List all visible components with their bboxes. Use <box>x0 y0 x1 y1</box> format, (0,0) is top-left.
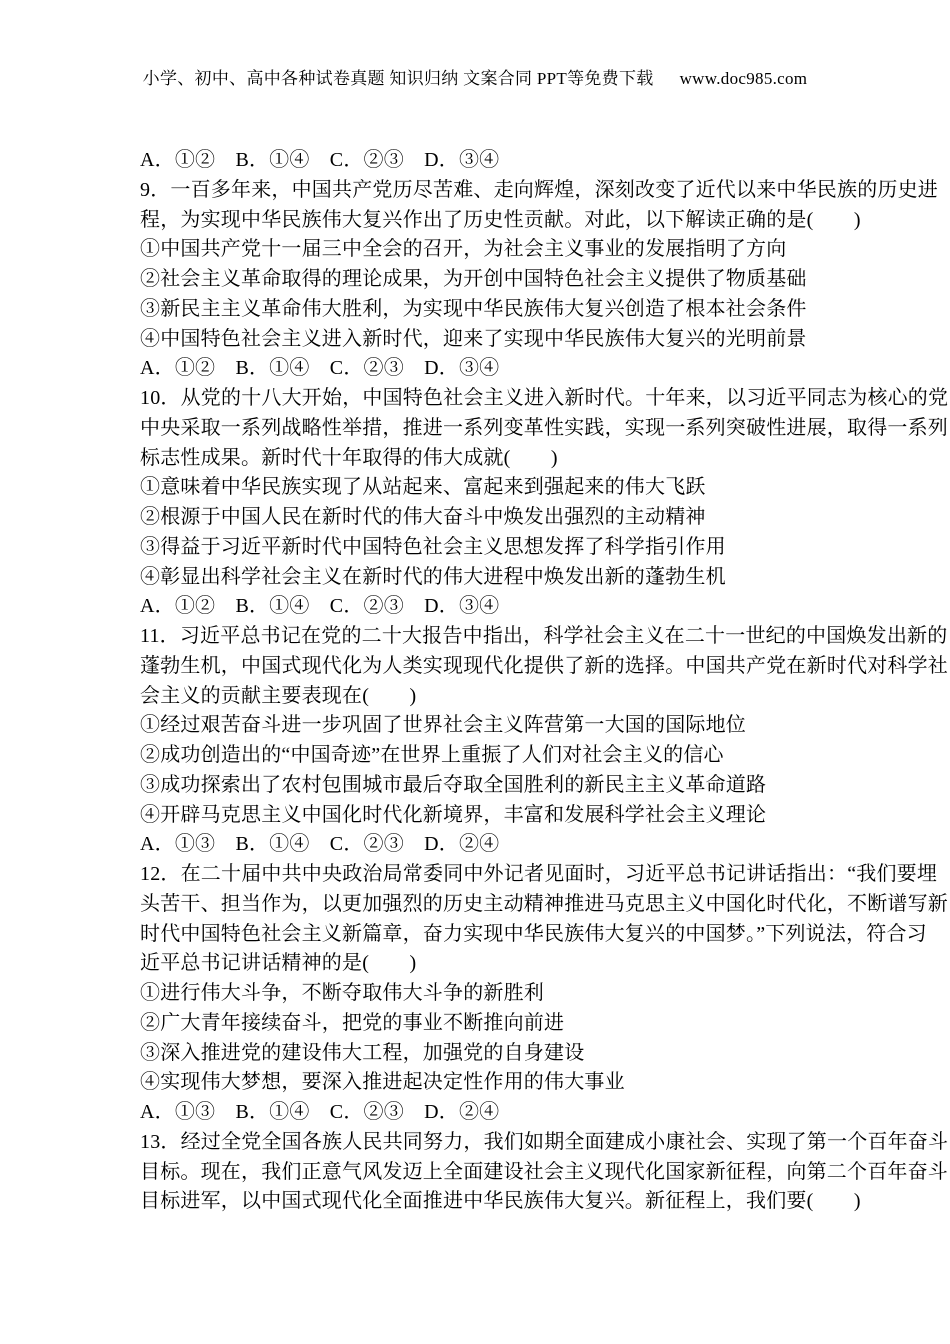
q11-stem-line-3: 会主义的贡献主要表现在( ) <box>140 684 417 707</box>
q11-statement-3: ③成功探索出了农村包围城市最后夺取全国胜利的新民主主义革命道路 <box>140 773 767 796</box>
q12-statement-1: ①进行伟大斗争，不断夺取伟大斗争的新胜利 <box>140 982 544 1004</box>
header-site-url: www.doc985.com <box>679 69 808 88</box>
q11-stem-line-2: 蓬勃生机，中国式现代化为人类实现现代化提供了新的选择。中国共产党在新时代对科学社 <box>140 654 948 677</box>
page-header <box>140 64 810 89</box>
q10-stem-line-3: 标志性成果。新时代十年取得的伟大成就( ) <box>140 446 558 469</box>
q10-stem-line-2: 中央采取一系列战略性举措，推进一系列变革性实践，实现一系列突破性进展，取得一系列 <box>140 416 948 439</box>
q8-answer-options: A．①② B．①④ C．②③ D．③④ <box>140 149 500 171</box>
q10-stem-line-1: 10．从党的十八大开始，中国特色社会主义进入新时代。十年来，以习近平同志为核心的党 <box>140 387 949 409</box>
q10-statement-1: ①意味着中华民族实现了从站起来、富起来到强起来的伟大飞跃 <box>140 476 706 499</box>
q12-stem-line-1: 12．在二十届中共中央政治局常委同中外记者见面时，习近平总书记讲话指出：“我们要埋 <box>140 863 938 885</box>
q12-statement-4: ④实现伟大梦想，要深入推进起决定性作用的伟大事业 <box>140 1071 625 1094</box>
q9-statement-4: ④中国特色社会主义进入新时代，迎来了实现中华民族伟大复兴的光明前景 <box>140 327 807 350</box>
q13-stem-line-1: 13．经过全党全国各族人民共同努力，我们如期全面建成小康社会、实现了第一个百年奋斗 <box>140 1130 949 1153</box>
q12-stem-line-4: 近平总书记讲话精神的是( ) <box>140 952 417 975</box>
q12-stem-line-2: 头苦干、担当作为，以更加强烈的历史主动精神推进马克思主义中国化时代化，不断谱写新 <box>140 892 948 915</box>
document-body <box>140 146 949 1217</box>
q11-statement-2: ②成功创造出的“中国奇迹”在世界上重振了人们对社会主义的信心 <box>140 744 724 766</box>
q11-statement-4: ④开辟马克思主义中国化时代化新境界，丰富和发展科学社会主义理论 <box>140 803 767 826</box>
q9-statement-3: ③新民主主义革命伟大胜利，为实现中华民族伟大复兴创造了根本社会条件 <box>140 297 807 320</box>
header-promo-text: 小学、初中、高中各种试卷真题 知识归纳 文案合同 PPT等免费下载 <box>142 69 654 88</box>
q10-statement-3: ③得益于习近平新时代中国特色社会主义思想发挥了科学指引作用 <box>140 535 726 558</box>
q10-statement-4: ④彰显出科学社会主义在新时代的伟大进程中焕发出新的蓬勃生机 <box>140 565 726 588</box>
q12-stem-line-3: 时代中国特色社会主义新篇章，奋力实现中华民族伟大复兴的中国梦。”下列说法，符合习 <box>140 922 927 945</box>
q11-statement-1: ①经过艰苦奋斗进一步巩固了世界社会主义阵营第一大国的国际地位 <box>140 714 746 737</box>
q10-answer-options: A．①② B．①④ C．②③ D．③④ <box>140 595 500 618</box>
q9-stem-line-1: 9．一百多年来，中国共产党历尽苦难、走向辉煌，深刻改变了近代以来中华民族的历史进 <box>140 178 938 201</box>
q9-stem-line-2: 程，为实现中华民族伟大复兴作出了历史性贡献。对此，以下解读正确的是( ) <box>140 208 861 231</box>
q13-stem-line-3: 目标进军，以中国式现代化全面推进中华民族伟大复兴。新征程上，我们要( ) <box>140 1190 861 1213</box>
q12-answer-options: A．①③ B．①④ C．②③ D．②④ <box>140 1101 500 1123</box>
q10-statement-2: ②根源于中国人民在新时代的伟大奋斗中焕发出强烈的主动精神 <box>140 506 706 528</box>
q9-answer-options: A．①② B．①④ C．②③ D．③④ <box>140 357 500 380</box>
q13-stem-line-2: 目标。现在，我们正意气风发迈上全面建设社会主义现代化国家新征程，向第二个百年奋斗 <box>140 1160 948 1183</box>
q12-statement-3: ③深入推进党的建设伟大工程，加强党的自身建设 <box>140 1041 585 1064</box>
q12-statement-2: ②广大青年接续奋斗，把党的事业不断推向前进 <box>140 1011 565 1034</box>
q9-statement-2: ②社会主义革命取得的理论成果，为开创中国特色社会主义提供了物质基础 <box>140 268 807 290</box>
q11-answer-options: A．①③ B．①④ C．②③ D．②④ <box>140 833 500 856</box>
q11-stem-line-1: 11．习近平总书记在党的二十大报告中指出，科学社会主义在二十一世纪的中国焕发出新的 <box>140 625 948 647</box>
q9-statement-1: ①中国共产党十一届三中全会的召开，为社会主义事业的发展指明了方向 <box>140 238 787 261</box>
